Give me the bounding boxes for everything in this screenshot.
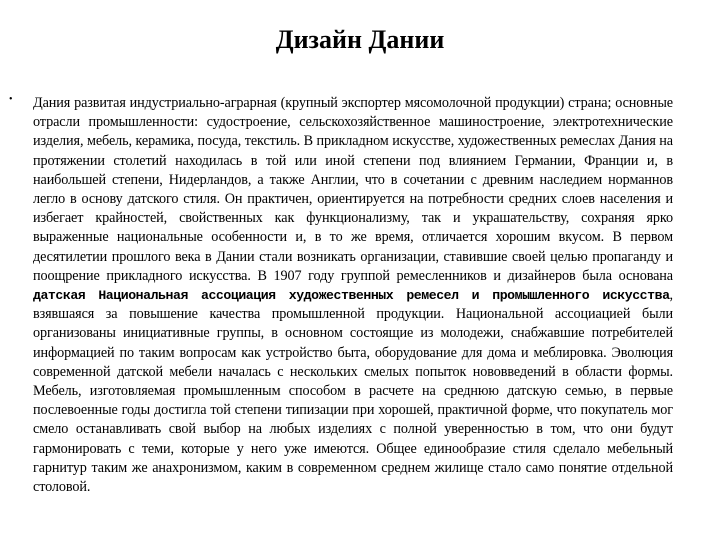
body-text-part-2: , взявшаяся за повышение качества промышленной продукции. Национальной ассоциацией были организованы инициативные группы, в основном состоящие из молодежи, снабжавшие потребителей информацией по таким вопросам как устройство быта, оборудование для дома и меблировка. Эволюция современной датской мебели началась с нескольких смелых попыток нововведений в области формы. Мебель, изготовляемая промышленным способом в расчете на среднюю датскую семью, в первые послевоенные годы достигла той степени типизации при хорошей, практичной форме, что покупатель мог смело останавливать свой выбор на любых изделиях с полной уверенностью в том, что они будут гармонировать с теми, которые у него уже имеются. Общее единообразие стиля сделало мебельный гарнитур таким же анахронизмом, каким в современном среднем жилище стало само понятие отдельной столовой. <box>33 287 673 496</box>
bullet-marker: • <box>9 94 13 105</box>
slide-title: Дизайн Дании <box>275 25 445 54</box>
association-name-highlight: датская Национальная ассоциация художественных ремесел и промышленного искусства <box>33 288 670 304</box>
body-text-part-1: Дания развитая индустриально-аграрная (крупный экспортер мясомолочной продукции) страна; основные отрасли промышленности: судостроение, сельскохозяйственное машиностроение, электротехнические изделия, мебель, керамика, посуда, текстиль. В прикладном искусстве, художественных ремеслах Дания на протяжении столетий находилась в той или иной степени под влиянием Германии, Франции и, в наибольшей степени, Нидерландов, а также Англии, что в сочетании с древним наследием норманнов легло в основу датского стиля. Он практичен, ориентируется на потребности средних слоев населения и избегает крайностей, свойственных как функционализму, так и украшательству, сохраняя ярко выраженные национальные особенности и, в то же время, отличается хорошим вкусом. В первом десятилетии прошлого века в Дании стали возникать организации, ставившие своей целью пропаганду и поощрение прикладного искусства. В 1907 году группой ремесленников и дизайнеров была основана <box>33 95 673 284</box>
body-paragraph <box>33 94 673 497</box>
